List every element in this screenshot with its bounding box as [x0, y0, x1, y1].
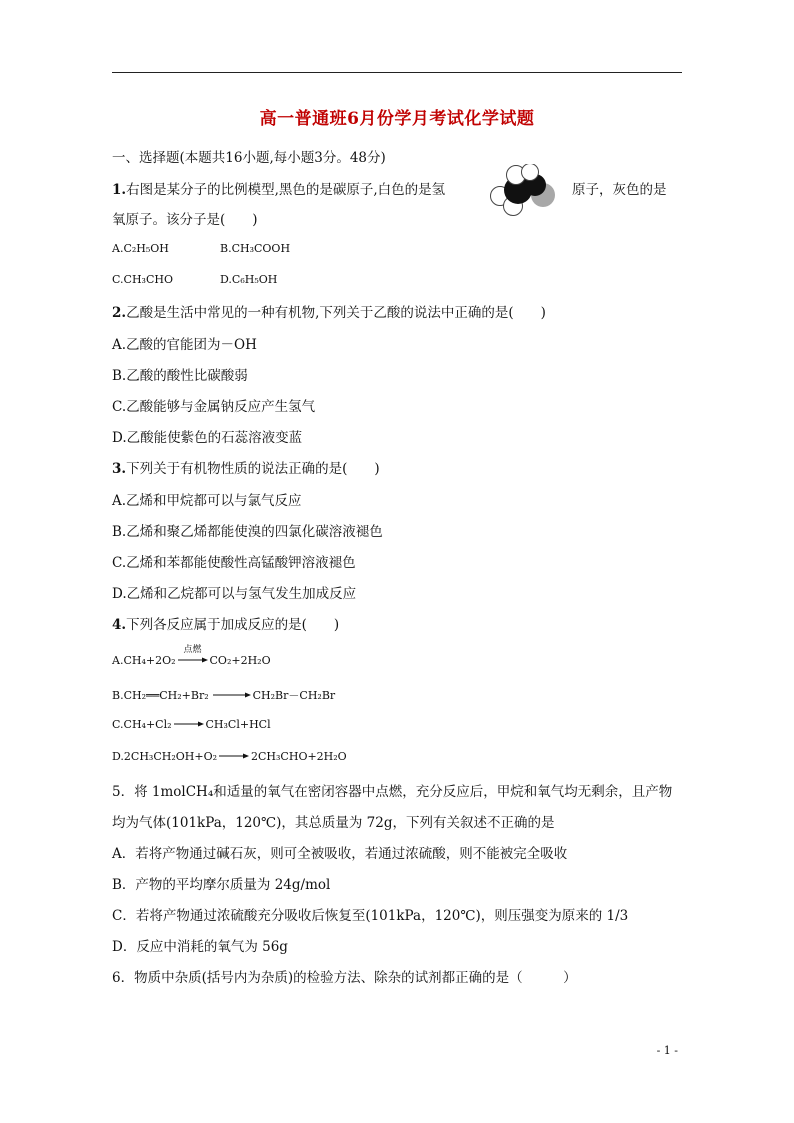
q5-option-a: A．若将产物通过碱石灰，则可全被吸收，若通过浓硫酸，则不能被完全吸收 [112, 846, 568, 862]
q2-option-b: B.乙酸的酸性比碳酸弱 [112, 368, 248, 384]
q2-option-d: D.乙酸能使紫色的石蕊溶液变蓝 [112, 430, 303, 446]
section-heading: 一、选择题(本题共16小题,每小题3分。48分) [112, 150, 386, 166]
q2-option-c: C.乙酸能够与金属钠反应产生氢气 [112, 399, 316, 415]
q4-d-reactants: D.2CH₃CH₂OH+O₂ [112, 750, 218, 763]
q5-stem-line1: 5．将 1molCH₄和适量的氧气在密闭容器中点燃，充分反应后，甲烷和氧气均无剩余，且产物 [112, 784, 673, 800]
q1-option-c: C.CH₃CHO [112, 273, 173, 286]
q1-stem-b: 原子，灰色的是 [572, 182, 667, 198]
q3-option-d: D.乙烯和乙烷都可以与氢气发生加成反应 [112, 586, 357, 602]
q3-option-c: C.乙烯和苯都能使酸性高锰酸钾溶液褪色 [112, 555, 356, 571]
q4-stem-text: 下列各反应属于加成反应的是( ) [126, 617, 340, 633]
q1-stem-line1 [112, 178, 445, 198]
q1-option-a: A.C₂H₅OH [112, 242, 169, 255]
q6-stem: 6．物质中杂质(括号内为杂质)的检验方法、除杂的试剂都正确的是（ ） [112, 970, 577, 986]
q4-option-c [112, 718, 271, 731]
q1-option-b: B.CH₃COOH [220, 242, 291, 255]
arrow-icon [174, 720, 204, 728]
arrow-icon [178, 656, 208, 664]
q4-c-products: CH₃Cl+HCl [205, 718, 271, 731]
arrow-icon [211, 691, 251, 699]
q4-stem [112, 613, 339, 633]
page-title: 高一普通班6月份学月考试化学试题 [259, 109, 535, 129]
q3-option-a: A.乙烯和甲烷都可以与氯气反应 [112, 493, 302, 509]
q4-b-reactants: B.CH₂══CH₂+Br₂ [112, 689, 209, 702]
q4-number: 4. [112, 617, 127, 633]
q3-stem-text: 下列关于有机物性质的说法正确的是( ) [126, 461, 380, 477]
page-number: - 1 - [656, 1044, 678, 1057]
arrow-icon [219, 752, 249, 760]
molecule-model-image [486, 164, 560, 216]
q2-option-a: A.乙酸的官能团为－OH [112, 337, 257, 353]
q1-option-d: D.C₆H₅OH [220, 273, 278, 286]
q3-stem [112, 457, 380, 477]
q4-c-reactants: C.CH₄+Cl₂ [112, 718, 172, 731]
reaction-condition-label: 点燃 [183, 645, 202, 655]
q4-a-products: CO₂+2H₂O [209, 654, 271, 667]
q4-option-b [112, 687, 335, 703]
q2-number: 2. [112, 305, 127, 321]
q5-option-c: C．若将产物通过浓硫酸充分吸收后恢复至(101kPa，120℃)，则压强变为原来的 1/3 [112, 908, 629, 924]
q1-number: 1. [112, 182, 127, 198]
q5-option-d: D．反应中消耗的氧气为 56g [112, 939, 288, 955]
header-rule [112, 72, 682, 73]
q3-option-b: B.乙烯和聚乙烯都能使溴的四氯化碳溶液褪色 [112, 524, 383, 540]
q4-option-a [112, 645, 271, 667]
q2-stem-text: 乙酸是生活中常见的一种有机物,下列关于乙酸的说法中正确的是( ) [126, 305, 546, 321]
q2-stem [112, 301, 546, 321]
reaction-arrow-with-condition [178, 645, 208, 667]
q4-option-d [112, 750, 347, 763]
q1-stem-line2: 氧原子。该分子是( ) [112, 212, 258, 228]
q4-d-products: 2CH₃CHO+2H₂O [251, 750, 347, 763]
q4-b-products: CH₂Br－CH₂Br [252, 689, 336, 702]
hydrogen-atom [522, 164, 539, 181]
q1-stem-a: 右图是某分子的比例模型,黑色的是碳原子,白色的是氢 [126, 182, 446, 198]
q5-stem-line2: 均为气体(101kPa，120℃)，其总质量为 72g，下列有关叙述不正确的是 [112, 815, 555, 831]
q5-option-b: B．产物的平均摩尔质量为 24g/mol [112, 877, 331, 893]
q3-number: 3. [112, 461, 127, 477]
q4-a-reactants: A.CH₄+2O₂ [112, 654, 176, 667]
